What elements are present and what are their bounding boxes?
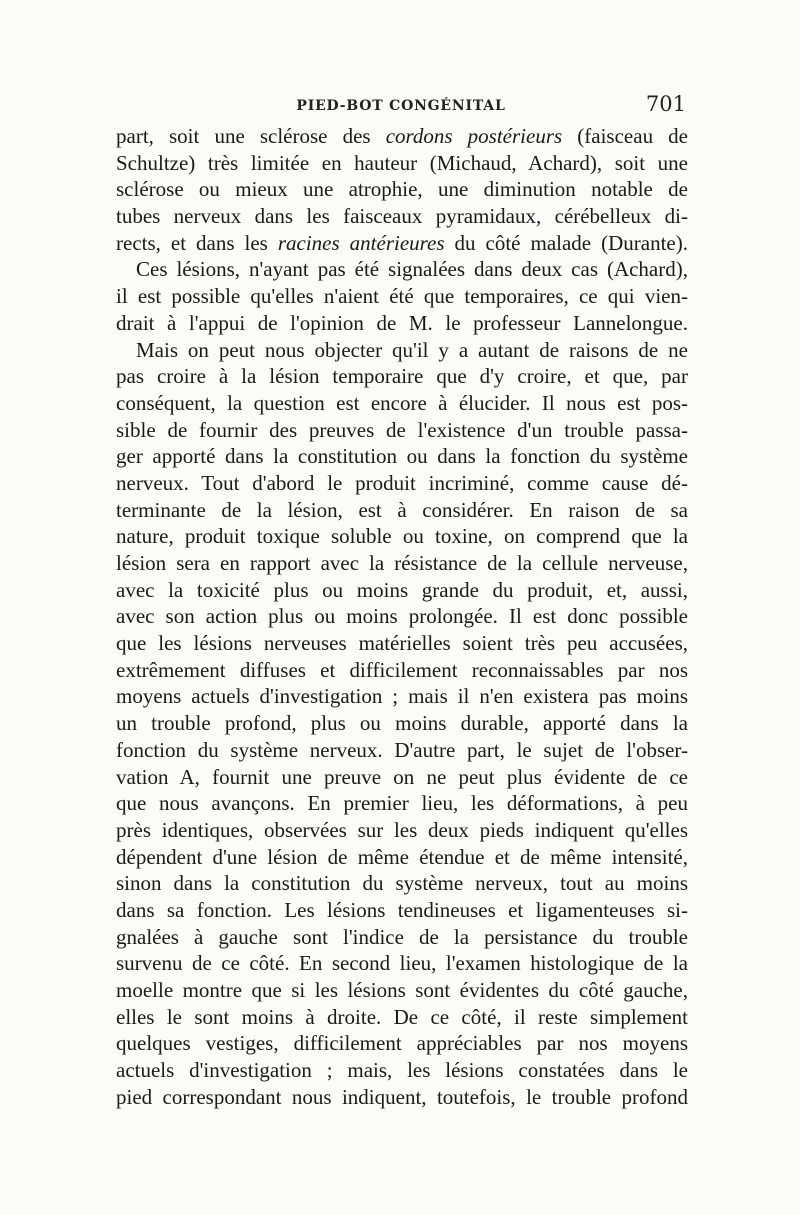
text-line xyxy=(116,577,688,604)
text-run: tubes nerveux dans les faisceaux pyramidaux, cérébelleux di- xyxy=(116,204,688,229)
text-line xyxy=(116,497,688,524)
text-line xyxy=(116,977,688,1004)
text-line xyxy=(116,150,688,177)
text-run: avec son action plus ou moins prolongée. Il est donc possible xyxy=(116,604,688,629)
text-run: pas croire à la lésion temporaire que d'y croire, et que, par xyxy=(116,364,688,389)
text-line xyxy=(116,950,688,977)
text-run: ger apporté dans la constitution ou dans la fonction du système xyxy=(116,444,688,469)
text-line xyxy=(116,310,688,337)
text-line xyxy=(116,176,688,203)
text-line xyxy=(116,1084,688,1111)
text-line xyxy=(116,603,688,630)
text-run: gnalées à gauche sont l'indice de la persistance du trouble xyxy=(116,924,688,949)
text-run: terminante de la lésion, est à considérer. En raison de sa xyxy=(116,497,688,522)
text-line xyxy=(116,203,688,230)
text-run: du côté malade (Durante). xyxy=(444,230,688,255)
text-line xyxy=(116,1057,688,1084)
text-line xyxy=(116,1004,688,1031)
text-run: Ces lésions, n'ayant pas été signalées dans deux cas (Achard), xyxy=(136,257,688,282)
text-line xyxy=(116,630,688,657)
text-line xyxy=(116,283,688,310)
text-line xyxy=(116,844,688,871)
running-title: PIED-BOT CONGÉNITAL xyxy=(296,98,506,114)
text-line xyxy=(116,790,688,817)
text-run: part, soit une sclérose des xyxy=(116,124,386,148)
text-run: près identiques, observées sur les deux pieds indiquent qu'elles xyxy=(116,817,688,842)
text-line xyxy=(116,443,688,470)
text-line xyxy=(116,363,688,390)
text-run: pied correspondant nous indiquent, toutefois, le trouble profond xyxy=(116,1084,688,1109)
text-run: Schultze) très limitée en hauteur (Michaud, Achard), soit une xyxy=(116,150,688,175)
text-line xyxy=(116,764,688,791)
text-line xyxy=(116,683,688,710)
text-run: il est possible qu'elles n'aient été que temporaires, ce qui vien- xyxy=(116,284,688,309)
text-run: sclérose ou mieux une atrophie, une diminution notable de xyxy=(116,177,688,202)
text-line xyxy=(116,1030,688,1057)
text-run: dans sa fonction. Les lésions tendineuses et ligamenteuses si- xyxy=(116,897,688,922)
text-line xyxy=(116,123,688,150)
text-run: elles le sont moins à droite. De ce côté, il reste simplement xyxy=(116,1004,688,1029)
text-run: moelle montre que si les lésions sont évidentes du côté gauche, xyxy=(116,978,688,1002)
italic-text: racines antérieures xyxy=(277,230,445,255)
text-line xyxy=(116,470,688,497)
text-run: un trouble profond, plus ou moins durable, apporté dans la xyxy=(116,711,688,736)
text-line xyxy=(116,523,688,550)
text-line xyxy=(116,550,688,577)
text-run: rects, et dans les xyxy=(116,230,278,255)
text-run: survenu de ce côté. En second lieu, l'examen histologique de la xyxy=(116,951,688,976)
text-run: sible de fournir des preuves de l'existence d'un trouble passa- xyxy=(116,417,688,442)
page-number: 701 xyxy=(645,92,686,116)
text-run: nature, produit toxique soluble ou toxine, on comprend que la xyxy=(116,524,688,549)
text-run: lésion sera en rapport avec la résistance de la cellule nerveuse, xyxy=(116,551,688,575)
text-line xyxy=(116,417,688,444)
text-run: que nous avançons. En premier lieu, les déformations, à peu xyxy=(116,791,688,816)
text-line xyxy=(116,657,688,684)
text-run: fonction du système nerveux. D'autre part, le sujet de l'obser- xyxy=(116,737,688,762)
italic-text: cordons postérieurs xyxy=(385,124,563,148)
text-run: vation A, fournit une preuve on ne peut plus évidente de ce xyxy=(116,764,688,789)
text-run: conséquent, la question est encore à élucider. Il nous est pos- xyxy=(116,390,688,415)
text-line xyxy=(116,924,688,951)
text-run: drait à l'appui de l'opinion de M. le professeur Lannelongue. xyxy=(116,310,688,335)
text-run: actuels d'investigation ; mais, les lésions constatées dans le xyxy=(116,1058,688,1083)
text-line xyxy=(116,897,688,924)
text-run: extrêmement diffuses et difficilement reconnaissables par nos xyxy=(116,657,688,682)
text-line xyxy=(116,230,688,257)
page-header xyxy=(116,92,686,122)
text-line xyxy=(116,390,688,417)
text-line xyxy=(116,870,688,897)
text-run: (faisceau de xyxy=(562,124,688,148)
text-run: quelques vestiges, difficilement appréciables par nos moyens xyxy=(116,1031,688,1056)
text-run: Mais on peut nous objecter qu'il y a autant de raisons de ne xyxy=(136,337,688,362)
text-line xyxy=(116,737,688,764)
text-run: nerveux. Tout d'abord le produit incriminé, comme cause dé- xyxy=(116,470,688,495)
text-run: sinon dans la constitution du système nerveux, tout au moins xyxy=(116,871,688,896)
text-line xyxy=(116,256,688,283)
text-line xyxy=(116,337,688,364)
text-run: moyens actuels d'investigation ; mais il n'en existera pas moins xyxy=(116,684,688,709)
text-run: dépendent d'une lésion de même étendue et de même intensité, xyxy=(116,844,688,869)
text-run: que les lésions nerveuses matérielles soient très peu accusées, xyxy=(116,631,688,656)
text-line xyxy=(116,710,688,737)
text-run: avec la toxicité plus ou moins grande du produit, et, aussi, xyxy=(116,577,688,602)
text-line xyxy=(116,817,688,844)
body-text xyxy=(116,123,688,1110)
